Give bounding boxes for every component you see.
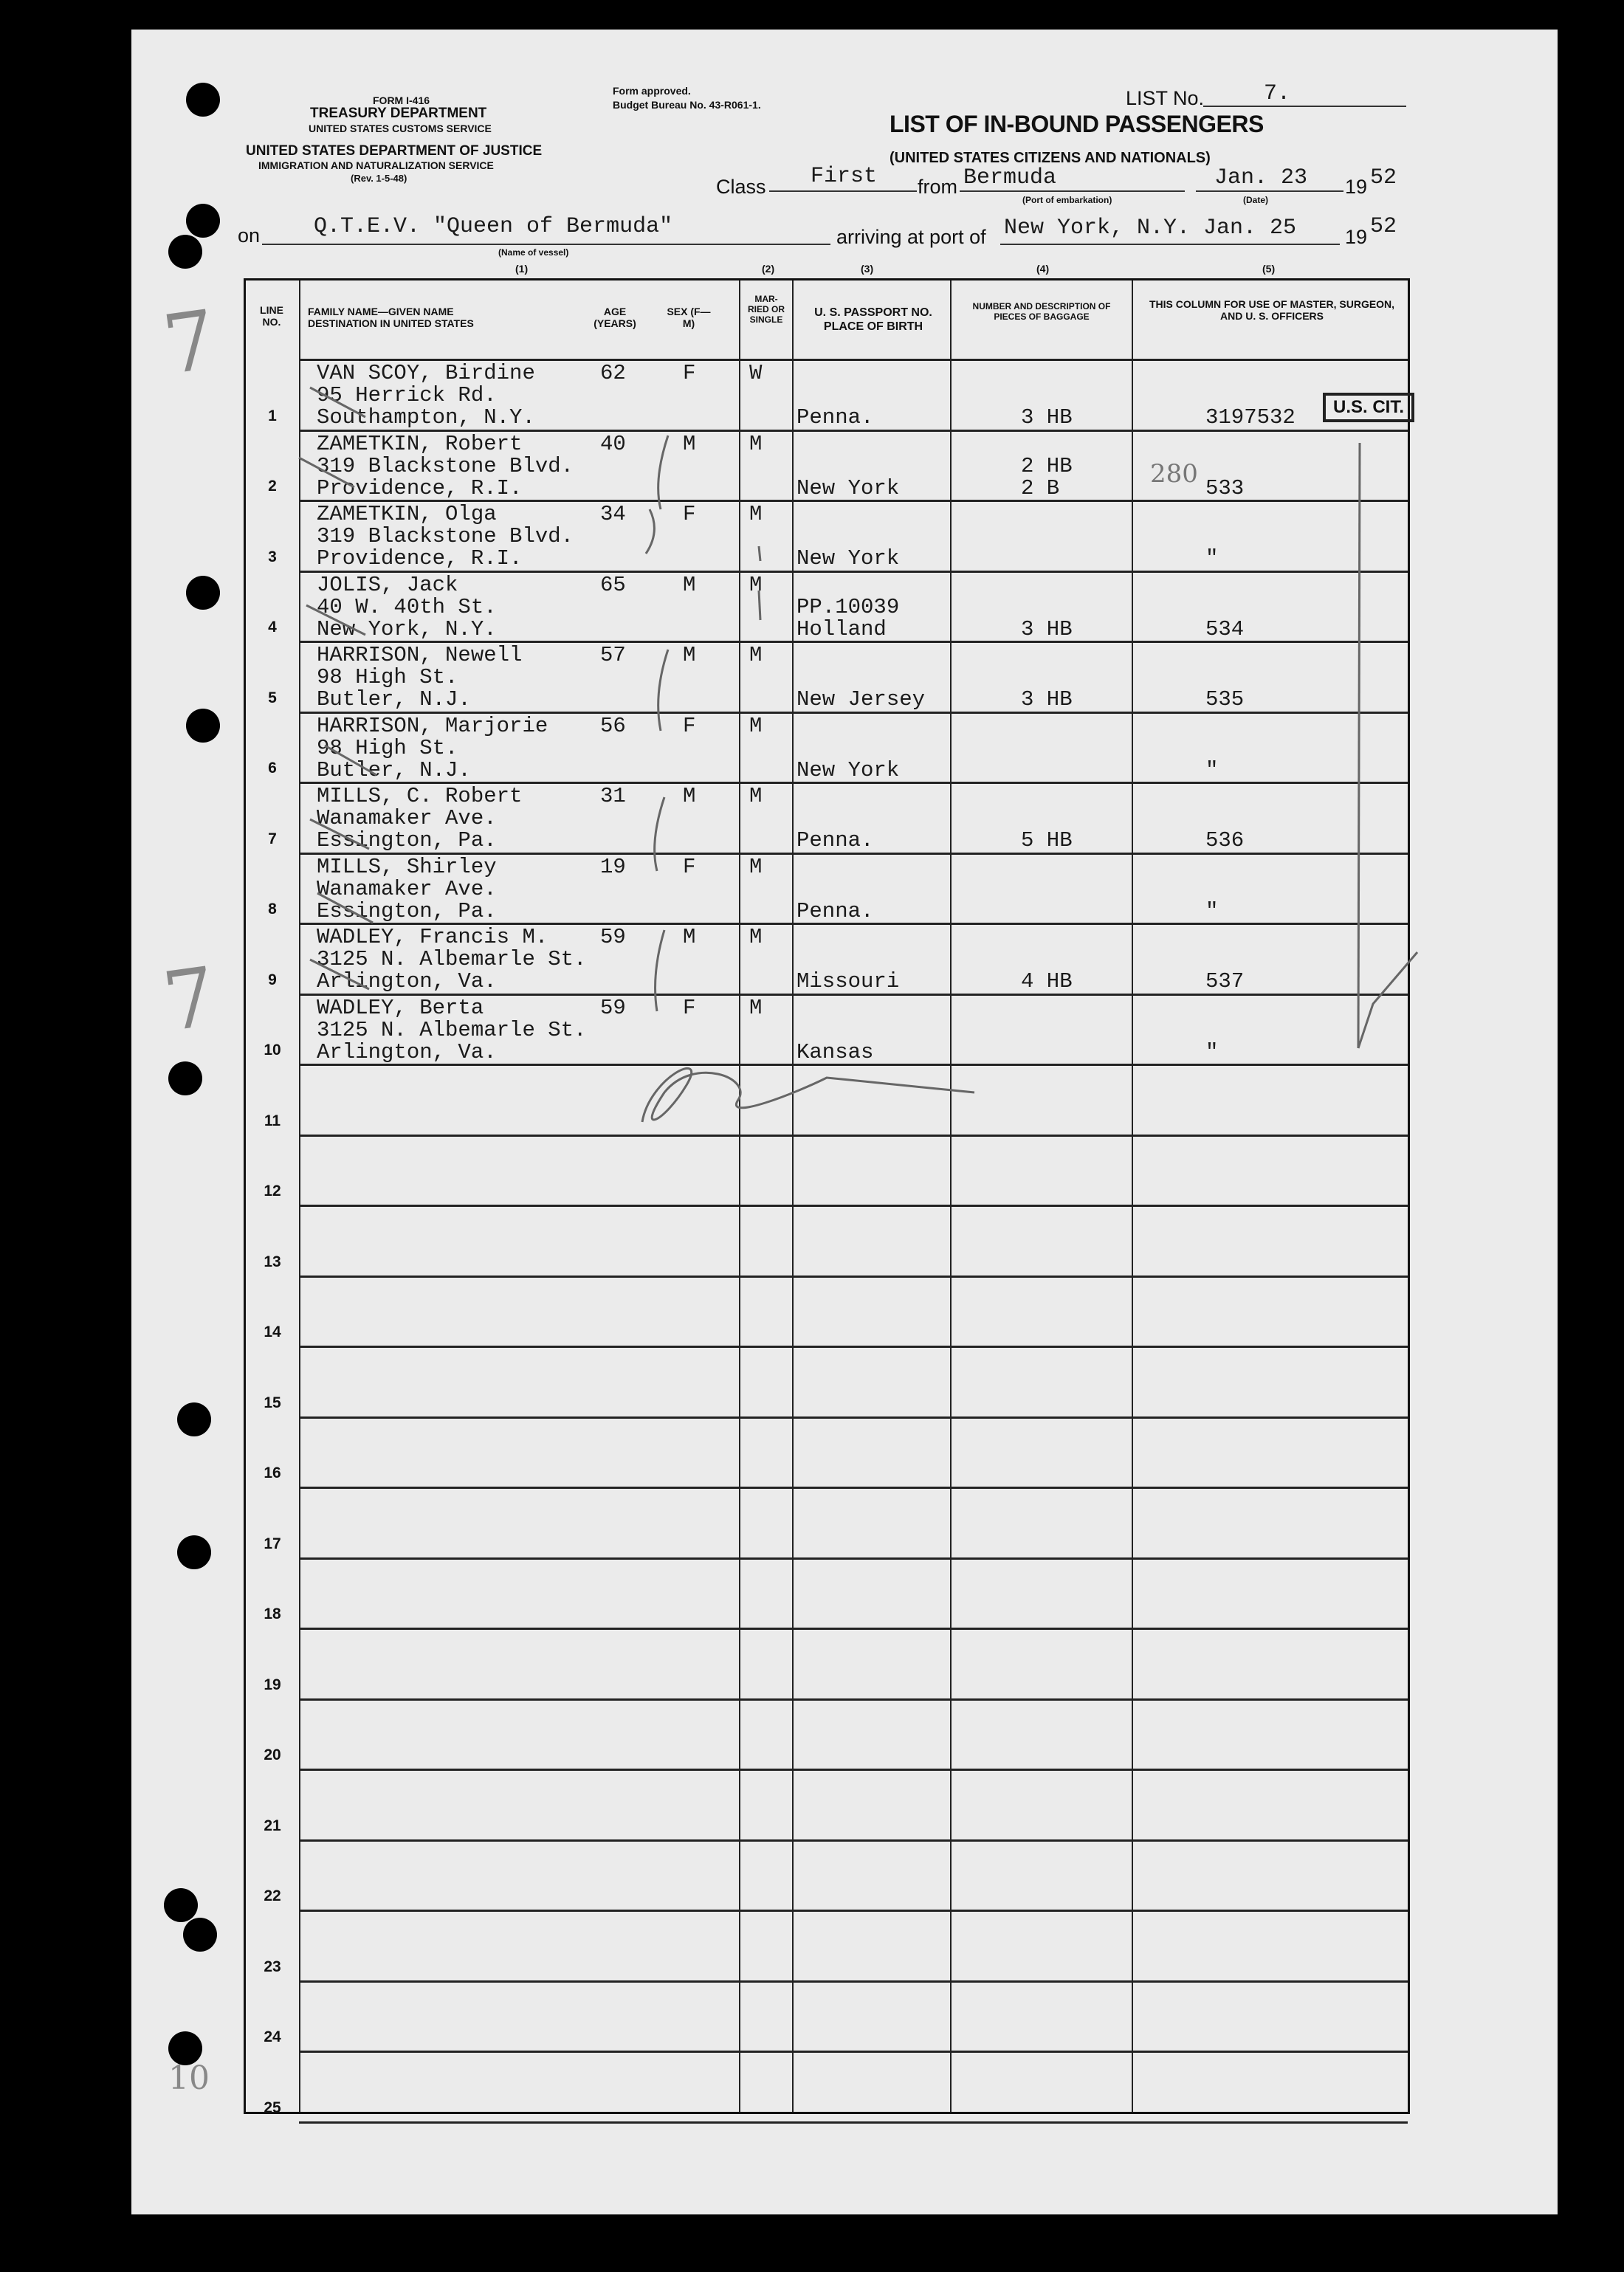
depart-year: 52 <box>1370 165 1397 190</box>
date-label: (Date) <box>1243 195 1269 205</box>
form-approved: Form approved. <box>613 85 691 97</box>
col-header-passport: U. S. PASSPORT NO. PLACE OF BIRTH <box>814 306 932 333</box>
col-num-3: (3) <box>861 263 874 275</box>
address-line-1: Wanamaker Ave. <box>317 876 497 901</box>
passenger-name: HARRISON, Marjorie <box>317 713 548 738</box>
address-line-1: 3125 N. Albemarle St. <box>317 1017 587 1042</box>
sex: M <box>683 572 696 597</box>
age: 65 <box>600 572 626 597</box>
place-of-birth: Kansas <box>796 1039 874 1064</box>
vessel-label: (Name of vessel) <box>498 247 569 258</box>
marital-status: M <box>749 643 763 667</box>
bracket-mark <box>646 509 654 554</box>
line-number: 4 <box>268 619 277 636</box>
line-number: 9 <box>268 971 277 988</box>
officer-number: 3197532 <box>1205 405 1296 430</box>
sex: M <box>683 643 696 667</box>
baggage-line-2: 2 B <box>1021 475 1060 500</box>
place-of-birth: New York <box>796 757 900 782</box>
list-no-label: LIST No. <box>1126 87 1205 109</box>
tick-mark <box>759 546 760 561</box>
bracket-mark <box>658 436 668 509</box>
line-number: 6 <box>268 760 277 777</box>
address-line-1: 95 Herrick Rd. <box>317 383 497 407</box>
officer-number: " <box>1205 757 1219 782</box>
check-mark <box>1358 952 1417 1048</box>
address-line-2: Providence, R.I. <box>317 546 523 571</box>
line-number: 25 <box>264 2099 281 2116</box>
age: 62 <box>600 361 626 385</box>
list-no-value: 7. <box>1264 81 1291 106</box>
officer-number: " <box>1205 1039 1219 1064</box>
col-header-age: AGE (YEARS) <box>593 306 636 329</box>
place-of-birth: New Jersey <box>796 687 926 712</box>
sex: M <box>683 925 696 949</box>
col-num-1: (1) <box>515 263 529 275</box>
form-number: FORM I-416 <box>373 94 430 106</box>
col-num-2: (2) <box>762 263 775 275</box>
address-line-2: Butler, N.J. <box>317 757 471 782</box>
line-number: 21 <box>264 1817 281 1834</box>
ins-service: IMMIGRATION AND NATURALIZATION SERVICE <box>258 159 494 171</box>
marital-status: M <box>749 572 763 597</box>
address-line-2: Essington, Pa. <box>317 828 497 853</box>
sex: F <box>683 713 696 738</box>
line-number: 2 <box>268 478 277 495</box>
address-line-1: 3125 N. Albemarle St. <box>317 947 587 971</box>
margin-mark: 7 <box>157 949 222 1050</box>
marital-status: M <box>749 502 763 526</box>
passenger-name: JOLIS, Jack <box>317 572 458 597</box>
port-embark-label: (Port of embarkation) <box>1022 195 1112 205</box>
vessel-name: Q.T.E.V. "Queen of Bermuda" <box>314 214 673 239</box>
place-of-birth: Holland <box>796 616 887 641</box>
from-value: Bermuda <box>963 165 1057 190</box>
passenger-name: HARRISON, Newell <box>317 643 523 667</box>
place-of-birth: Penna. <box>796 898 874 923</box>
passenger-name: MILLS, Shirley <box>317 854 497 879</box>
age: 31 <box>600 784 626 808</box>
bracket-mark <box>655 797 664 871</box>
passenger-name: WADLEY, Francis M. <box>317 925 548 949</box>
address-line-1: 319 Blackstone Blvd. <box>317 453 574 478</box>
age: 34 <box>600 502 626 526</box>
address-line-2: Providence, R.I. <box>317 475 523 500</box>
col-num-4: (4) <box>1036 263 1050 275</box>
col-header-officers: THIS COLUMN FOR USE OF MASTER, SURGEON, AND U. S. OFFICERS <box>1149 298 1395 322</box>
baggage-line-1: 2 HB <box>1021 453 1073 478</box>
address-line-1: 98 High St. <box>317 665 458 689</box>
age: 19 <box>600 854 626 879</box>
line-number: 1 <box>268 407 277 424</box>
baggage-line-2: 4 HB <box>1021 969 1073 994</box>
list-subtitle: (UNITED STATES CITIZENS AND NATIONALS) <box>890 150 1211 166</box>
class-value: First <box>811 164 878 189</box>
baggage-line-2: 5 HB <box>1021 828 1073 853</box>
sex: M <box>683 431 696 456</box>
passenger-name: VAN SCOY, Birdine <box>317 361 535 385</box>
col-header-line-no: LINE NO. <box>260 304 283 328</box>
sex: F <box>683 995 696 1020</box>
line-number: 7 <box>268 830 277 847</box>
age: 57 <box>600 643 626 667</box>
address-line-2: New York, N.Y. <box>317 616 497 641</box>
list-title: LIST OF IN-BOUND PASSENGERS <box>890 111 1264 137</box>
line-number: 18 <box>264 1605 281 1622</box>
arrival-year-prefix: 19 <box>1345 226 1368 248</box>
marital-status: M <box>749 995 763 1020</box>
year-prefix: 19 <box>1345 176 1368 198</box>
line-number: 12 <box>264 1183 281 1199</box>
from-label: from <box>918 176 957 198</box>
officer-number: 535 <box>1205 687 1245 712</box>
justice-dept: UNITED STATES DEPARTMENT OF JUSTICE <box>246 143 543 159</box>
line-number: 11 <box>264 1112 281 1129</box>
line-number: 20 <box>264 1746 281 1763</box>
revision: (Rev. 1-5-48) <box>351 173 407 184</box>
officer-number: " <box>1205 546 1219 571</box>
arriving-label: arriving at port of <box>836 226 986 248</box>
line-number: 17 <box>264 1535 281 1552</box>
address-line-2: Butler, N.J. <box>317 687 471 712</box>
bracket-mark <box>656 930 664 1011</box>
sex: F <box>683 361 696 385</box>
line-number: 14 <box>264 1323 281 1340</box>
passport-no: PP.10039 <box>796 594 900 619</box>
marital-status: W <box>749 361 763 385</box>
treasury-dept: TREASURY DEPARTMENT <box>310 106 487 121</box>
passenger-name: ZAMETKIN, Olga <box>317 502 497 526</box>
line-number: 22 <box>264 1887 281 1904</box>
place-of-birth: Missouri <box>796 969 900 994</box>
sex: F <box>683 502 696 526</box>
place-of-birth: Penna. <box>796 828 874 853</box>
age: 59 <box>600 995 626 1020</box>
place-of-birth: Penna. <box>796 405 874 430</box>
col-header-married: MAR-RIED OR SINGLE <box>747 294 785 325</box>
officer-note-top: 280 <box>1150 458 1198 489</box>
officer-number: 536 <box>1205 828 1245 853</box>
officer-number: 534 <box>1205 616 1245 641</box>
baggage-line-2: 3 HB <box>1021 687 1073 712</box>
address-line-2: Arlington, Va. <box>317 1039 497 1064</box>
marital-status: M <box>749 431 763 456</box>
check-lines <box>299 388 376 989</box>
address-line-2: Arlington, Va. <box>317 969 497 994</box>
place-of-birth: New York <box>796 546 900 571</box>
address-line-1: 40 W. 40th St. <box>317 594 497 619</box>
age: 40 <box>600 431 626 456</box>
col-num-5: (5) <box>1262 263 1276 275</box>
marital-status: M <box>749 713 763 738</box>
pencil-signature <box>642 1068 974 1122</box>
line-number: 19 <box>264 1676 281 1693</box>
sex: F <box>683 854 696 879</box>
address-line-1: 319 Blackstone Blvd. <box>317 524 574 548</box>
marital-status: M <box>749 854 763 879</box>
bracket-line <box>1358 443 1360 1048</box>
baggage-line-2: 3 HB <box>1021 616 1073 641</box>
officer-number: 537 <box>1205 969 1245 994</box>
officer-number: 533 <box>1205 475 1245 500</box>
marital-status: M <box>749 925 763 949</box>
depart-date: Jan. 23 <box>1214 165 1308 190</box>
margin-mark: 7 <box>157 292 222 393</box>
class-label: Class <box>716 176 766 198</box>
line-number: 10 <box>264 1042 281 1058</box>
line-number: 24 <box>264 2028 281 2045</box>
age: 59 <box>600 925 626 949</box>
margin-mark: 10 <box>168 2059 210 2097</box>
sex: M <box>683 784 696 808</box>
stamp-text: U.S. CIT. <box>1333 397 1405 417</box>
tick-mark <box>759 591 760 620</box>
line-number: 15 <box>264 1394 281 1411</box>
line-number: 23 <box>264 1958 281 1975</box>
line-number: 3 <box>268 548 277 565</box>
customs-service: UNITED STATES CUSTOMS SERVICE <box>309 123 492 134</box>
officer-number: " <box>1205 898 1219 923</box>
budget-bureau: Budget Bureau No. 43-R061-1. <box>613 99 761 111</box>
address-line-2: Essington, Pa. <box>317 898 497 923</box>
baggage-line-2: 3 HB <box>1021 405 1073 430</box>
line-number: 13 <box>264 1253 281 1270</box>
col-header-name: FAMILY NAME—GIVEN NAME DESTINATION IN UNITED STATES <box>308 306 474 329</box>
marital-status: M <box>749 784 763 808</box>
line-number: 5 <box>268 689 277 706</box>
on-label: on <box>238 224 261 247</box>
bracket-mark <box>658 650 668 731</box>
address-line-2: Southampton, N.Y. <box>317 405 535 430</box>
age: 56 <box>600 713 626 738</box>
arrival-year: 52 <box>1370 214 1397 239</box>
line-number: 8 <box>268 901 277 918</box>
passenger-name: ZAMETKIN, Robert <box>317 431 523 456</box>
address-line-1: 98 High St. <box>317 735 458 760</box>
arrival-port: New York, N.Y. Jan. 25 <box>1004 216 1297 241</box>
passenger-name: WADLEY, Berta <box>317 995 484 1020</box>
address-line-1: Wanamaker Ave. <box>317 806 497 830</box>
passenger-name: MILLS, C. Robert <box>317 784 523 808</box>
place-of-birth: New York <box>796 475 900 500</box>
col-header-sex: SEX (F—M) <box>667 306 711 329</box>
col-header-baggage: NUMBER AND DESCRIPTION OF PIECES OF BAGGAGE <box>972 301 1111 322</box>
line-number: 16 <box>264 1464 281 1481</box>
